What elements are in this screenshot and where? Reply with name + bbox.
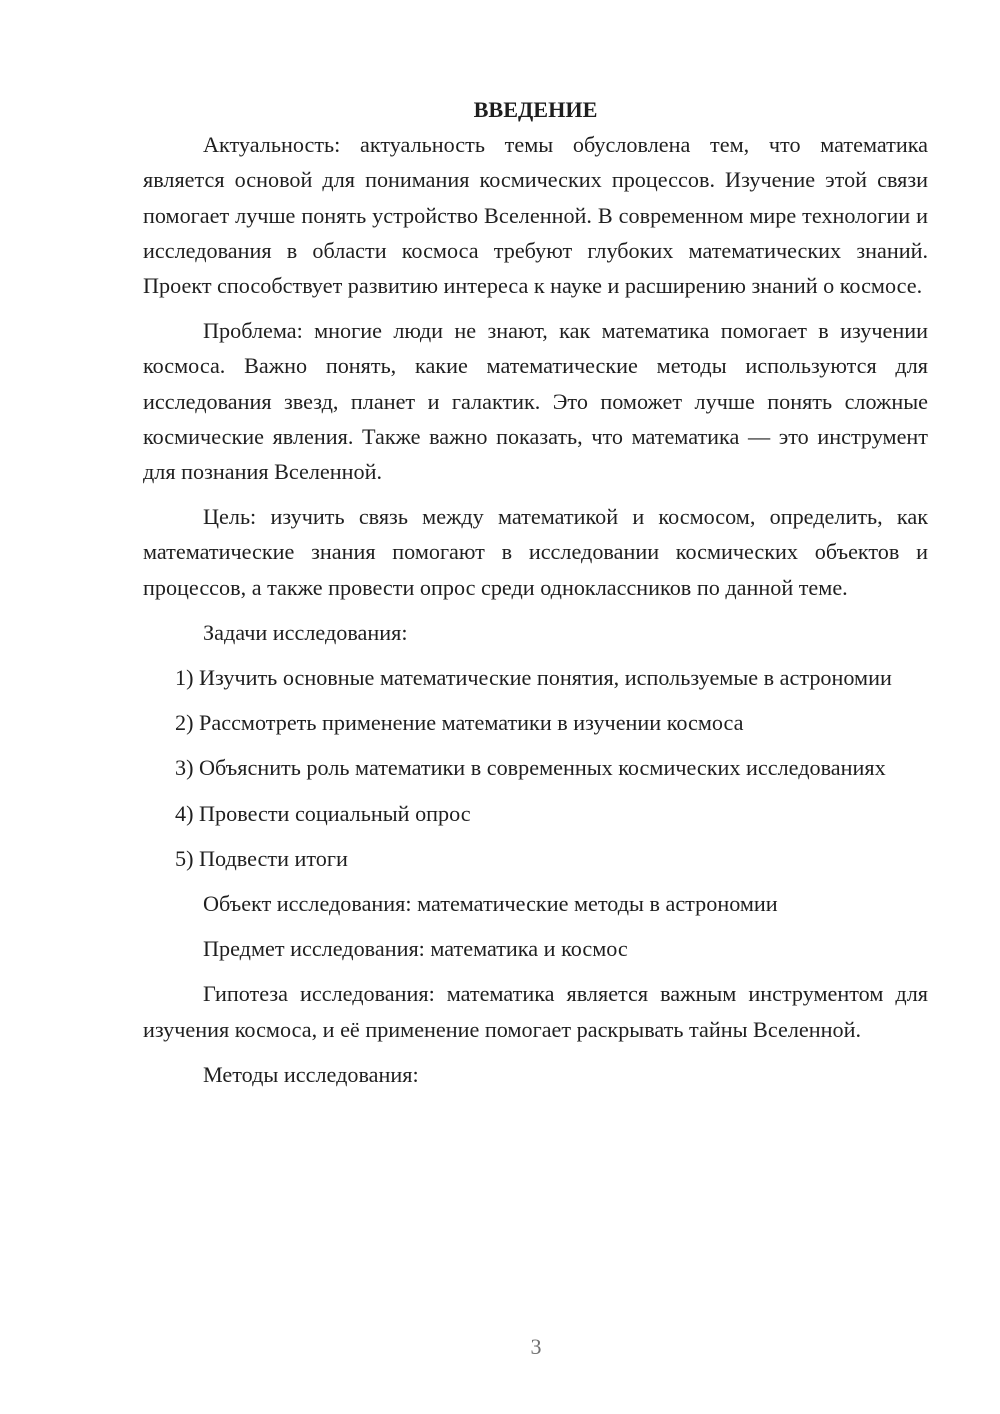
page-heading: ВВЕДЕНИЕ [473,97,598,122]
paragraph-subject: Предмет исследования: математика и космос [203,936,628,962]
paragraph-object: Объект исследования: математические методы в астрономии [203,891,778,917]
page-content [143,92,928,1092]
paragraph-problem: Проблема: многие люди не знают, как математика помогает в изучении космоса. Важно понять, какие математические методы используются для исследования звезд, планет и галактик. Это поможет лучше понять сложные космические явления. Также важно показать, что математика — это инструмент для познания Вселенной. [143,318,928,485]
methods-title: Методы исследования: [203,1061,419,1087]
task-item-2: 2) Рассмотреть применение математики в изучении космоса [175,710,744,736]
paragraph-hypothesis: Гипотеза исследования: математика является важным инструментом для изучения космоса, и её применение помогает раскрывать тайны Вселенной. [143,981,928,1042]
paragraph-relevance: Актуальность: актуальность темы обусловлена тем, что математика является основой для понимания космических процессов. Изучение этой связи помогает лучше понять устройство Вселенной. В современном мире технологии и исследования в области космоса требуют глубоких математических знаний. Проект способствует развитию интереса к науке и расширению знаний о космосе. [143,132,928,299]
task-item-5: 5) Подвести итоги [175,845,348,871]
tasks-title: Задачи исследования: [203,619,408,645]
paragraph-goal: Цель: изучить связь между математикой и космосом, определить, как математические знания помогают в исследовании космических объектов и процессов, а также провести опрос среди одноклассников по данной теме. [143,504,928,600]
task-item-3: 3) Объяснить роль математики в современных космических исследованиях [175,755,886,781]
task-item-1: 1) Изучить основные математические понятия, используемые в астрономии [175,665,892,691]
task-item-4: 4) Провести социальный опрос [175,800,471,826]
page-number: 3 [530,1334,542,1359]
